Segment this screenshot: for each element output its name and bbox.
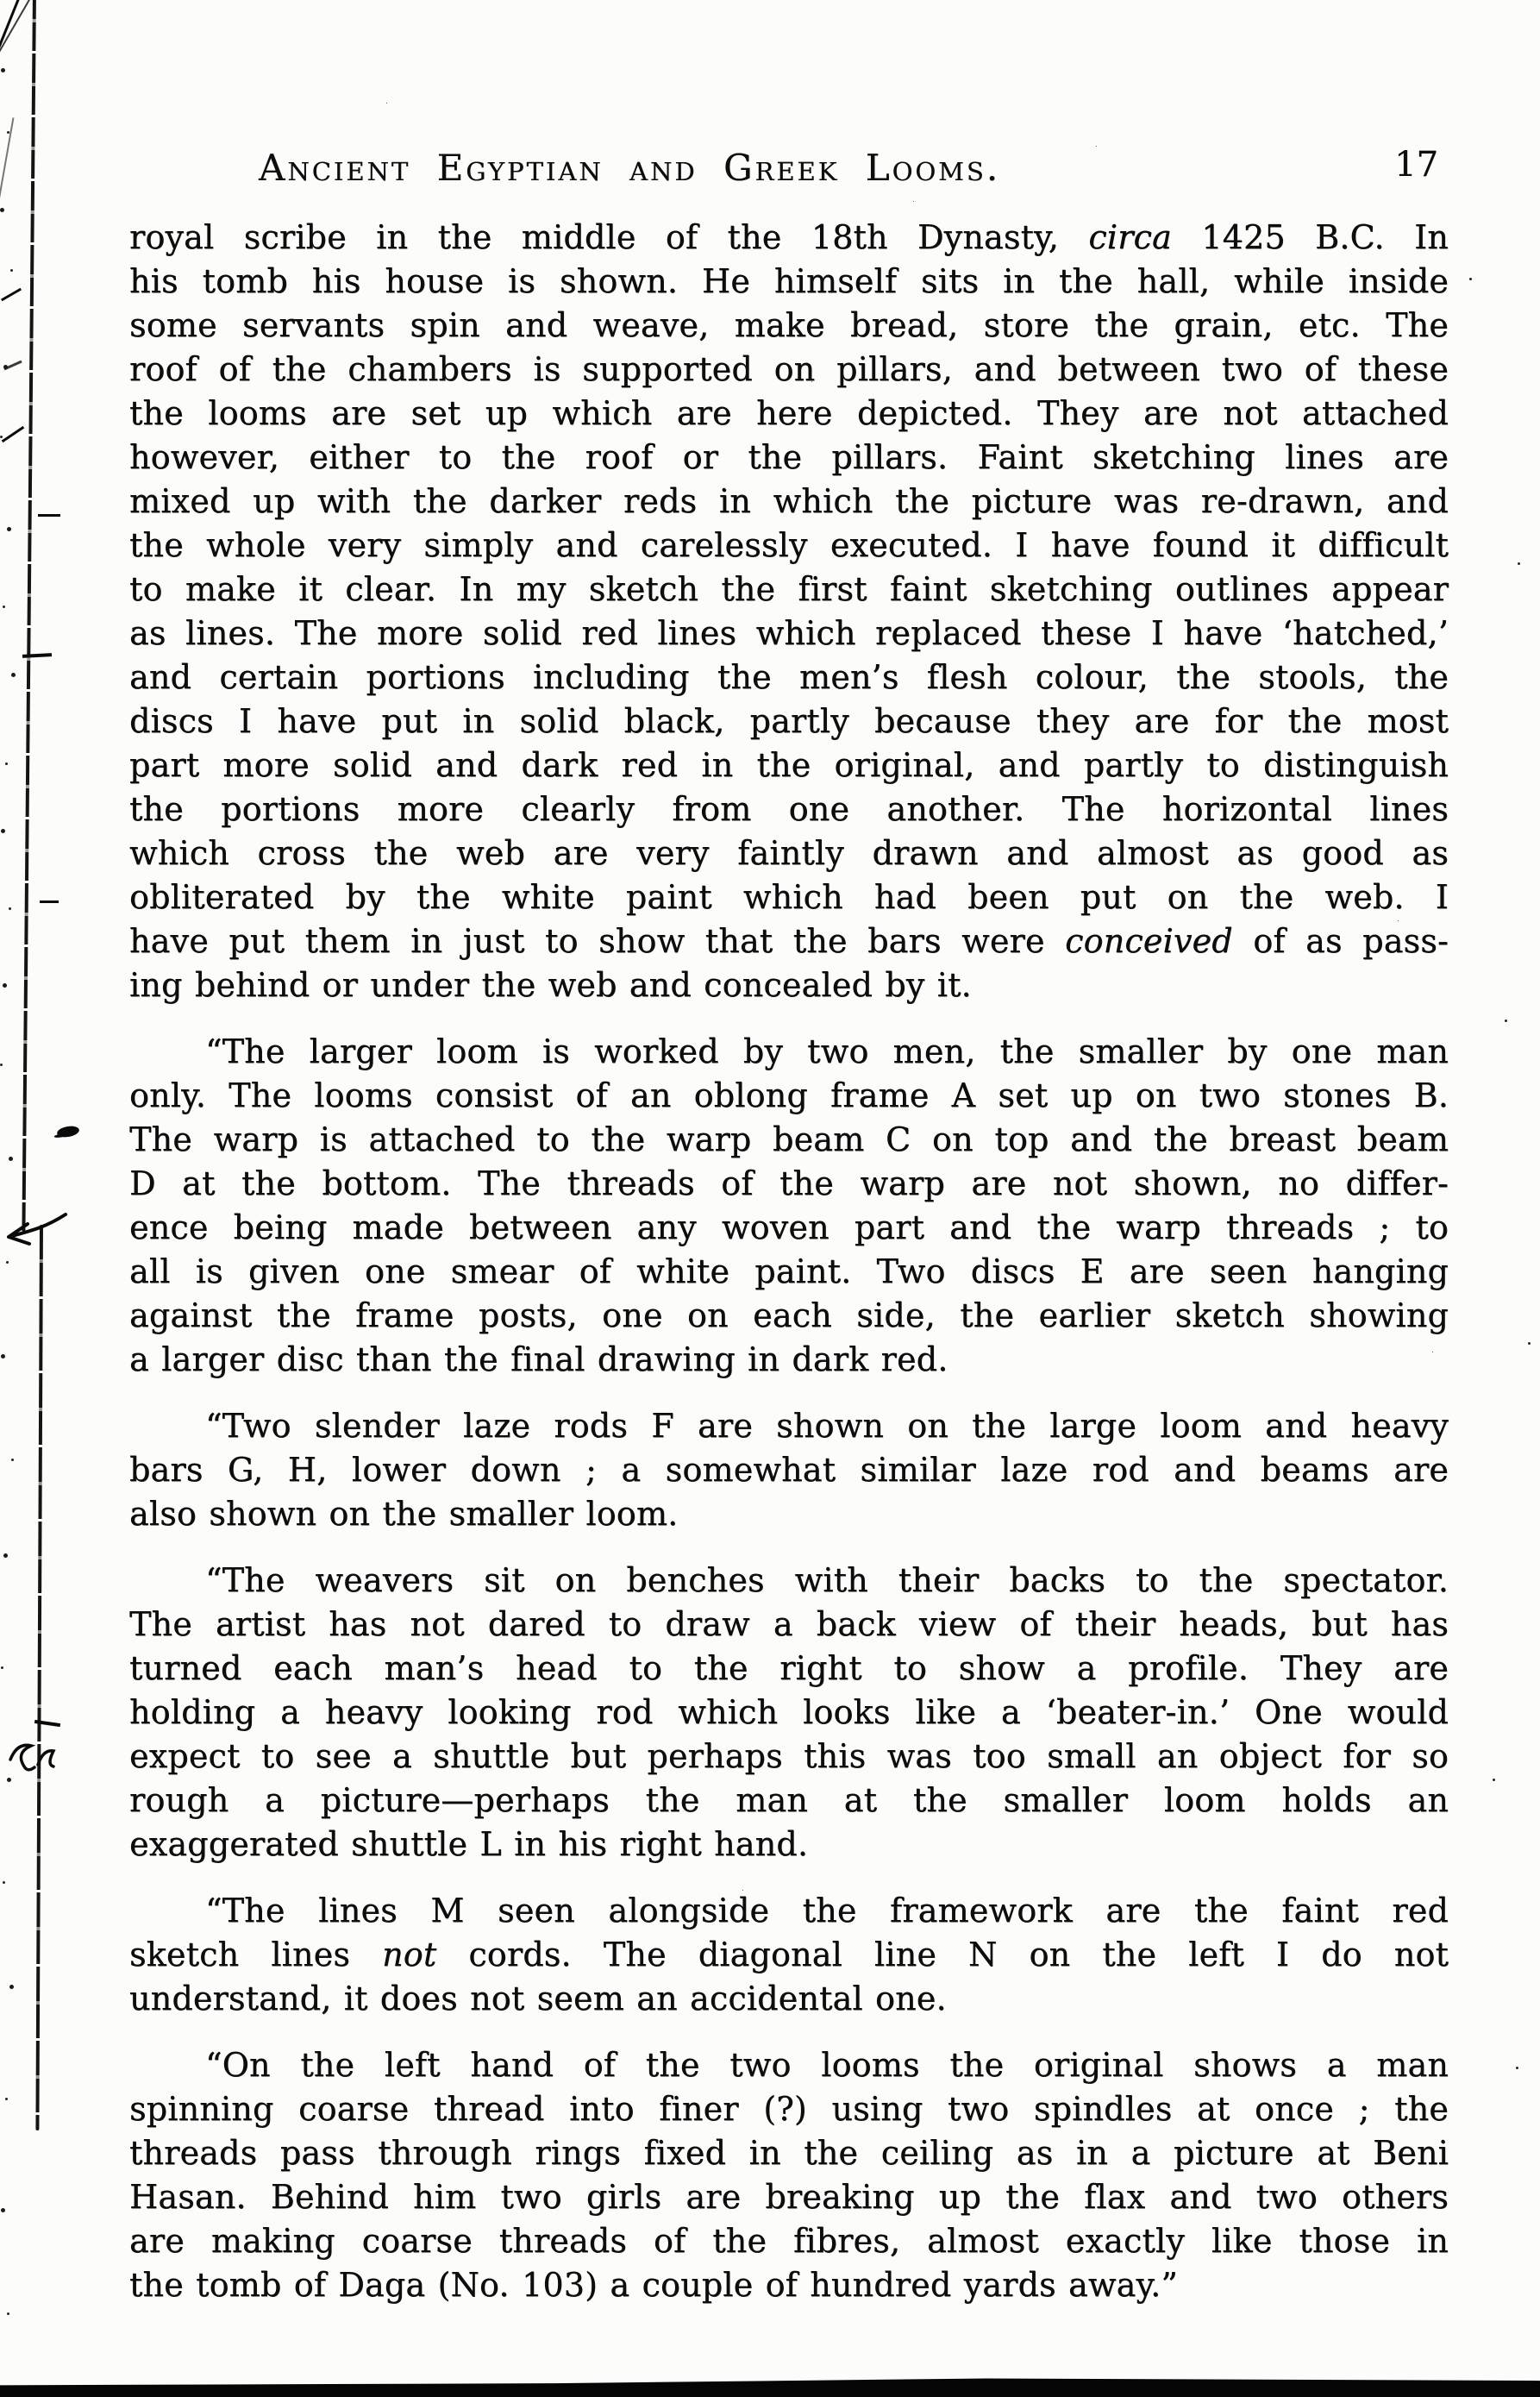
text-line: only. The looms consist of an oblong frame A set up on two stones B.: [129, 1076, 1449, 1114]
text-line: understand, it does not seem an accidental one.: [129, 1980, 947, 2017]
text-line: the whole very simply and carelessly executed. I have found it difficult: [129, 526, 1449, 564]
text-line: sketch lines not cords. The diagonal line N on the left I do not: [129, 1936, 1449, 1973]
ink-blot: [56, 1125, 80, 1139]
margin-mark-arrow: [0, 1201, 72, 1261]
text-line: spinning coarse thread into finer (?) using two spindles at once ; the: [129, 2090, 1449, 2128]
text-line: also shown on the smaller loom.: [129, 1495, 679, 1533]
running-title: Ancient Egyptian and Greek Looms.: [259, 147, 1001, 189]
text-line: “The weavers sit on benches with their backs to the spectator.: [205, 1561, 1449, 1599]
text-line: the looms are set up which are here depicted. They are not attached: [129, 394, 1449, 432]
text-line: “Two slender laze rods F are shown on the large loom and heavy: [205, 1407, 1449, 1445]
text-line: ing behind or under the web and concealed by it.: [129, 966, 972, 1004]
text-line: discs I have put in solid black, partly because they are for the most: [129, 702, 1449, 740]
text-line: exaggerated shuttle L in his right hand.: [129, 1825, 809, 1863]
text-line: “The larger loom is worked by two men, the smaller by one man: [205, 1032, 1449, 1070]
scan-artifact: [0, 117, 14, 279]
body-text: [129, 216, 1449, 2307]
text-line: Hasan. Behind him two girls are breaking up the flax and two others: [129, 2178, 1449, 2216]
paragraph: [129, 216, 1449, 1007]
text-line: “On the left hand of the two looms the original shows a man: [205, 2046, 1449, 2084]
text-line: “The lines M seen alongside the framework are the faint red: [205, 1892, 1449, 1930]
text-line: the tomb of Daga (No. 103) a couple of hundred yards away.”: [129, 2266, 1178, 2304]
text-line: and certain portions including the men’s flesh colour, the stools, the: [129, 658, 1449, 696]
text-line: The warp is attached to the warp beam C on top and the breast beam: [129, 1120, 1449, 1158]
text-line: rough a picture—perhaps the man at the smaller loom holds an: [129, 1781, 1449, 1819]
paragraph: [129, 1559, 1449, 1867]
paragraph: [129, 1404, 1449, 1536]
text-line: mixed up with the darker reds in which the picture was re-drawn, and: [129, 482, 1449, 520]
scan-edge-bottom: [0, 2378, 1540, 2397]
text-line: however, either to the roof or the pillars. Faint sketching lines are: [129, 438, 1449, 476]
scan-artifact: [3, 361, 22, 371]
text-line: as lines. The more solid red lines which replaced these I have ‘hatched,’: [129, 614, 1449, 652]
paragraph: [129, 1030, 1449, 1382]
text-line: to make it clear. In my sketch the first faint sketching outlines appear: [129, 570, 1449, 608]
paragraph: [129, 1889, 1449, 2021]
text-line: royal scribe in the middle of the 18th Dynasty, circa 1425 B.C. In: [129, 218, 1449, 256]
text-line: threads pass through rings fixed in the ceiling as in a picture at Beni: [129, 2134, 1449, 2172]
scan-artifact: [38, 514, 60, 517]
scan-artifact: [22, 653, 52, 658]
text-line: a larger disc than the final drawing in dark red.: [129, 1340, 948, 1378]
scan-artifact: [2, 426, 25, 442]
text-line: roof of the chambers is supported on pillars, and between two of these: [129, 350, 1449, 388]
scan-speckles: [0, 0, 3, 3]
text-line: ence being made between any woven part and the warp threads ; to: [129, 1208, 1449, 1246]
paragraph: [129, 2043, 1449, 2307]
scan-gutter-line: [35, 1225, 42, 2130]
scan-artifact: [1, 288, 22, 302]
margin-mark-squiggle: [2, 1725, 64, 1780]
text-line: against the frame posts, one on each side, the earlier sketch showing: [129, 1296, 1449, 1334]
text-line: all is given one smear of white paint. Two discs E are seen hanging: [129, 1252, 1449, 1290]
scan-artifact: [40, 900, 59, 903]
text-line: the portions more clearly from one another. The horizontal lines: [129, 790, 1449, 828]
text-line: D at the bottom. The threads of the warp are not shown, no differ-: [129, 1164, 1449, 1202]
text-line: which cross the web are very faintly drawn and almost as good as: [129, 834, 1449, 872]
text-line: have put them in just to show that the bars were conceived of as pass-: [129, 922, 1449, 960]
text-line: some servants spin and weave, make bread, store the grain, etc. The: [129, 306, 1449, 344]
text-line: The artist has not dared to draw a back view of their heads, but has: [129, 1605, 1449, 1643]
text-line: part more solid and dark red in the original, and partly to distinguish: [129, 746, 1449, 784]
text-line: obliterated by the white paint which had been put on the web. I: [129, 878, 1449, 916]
text-line: expect to see a shuttle but perhaps this was too small an object for so: [129, 1737, 1449, 1775]
text-line: his tomb his house is shown. He himself sits in the hall, while inside: [129, 262, 1449, 300]
text-line: bars G, H, lower down ; a somewhat similar laze rod and beams are: [129, 1451, 1449, 1489]
text-line: are making coarse threads of the fibres, almost exactly like those in: [129, 2222, 1449, 2260]
page-number: 17: [1394, 145, 1438, 185]
text-line: turned each man’s head to the right to show a profile. They are: [129, 1649, 1449, 1687]
text-line: holding a heavy looking rod which looks like a ‘beater-in.’ One would: [129, 1693, 1449, 1731]
scan-gutter-line: [22, 0, 35, 1232]
